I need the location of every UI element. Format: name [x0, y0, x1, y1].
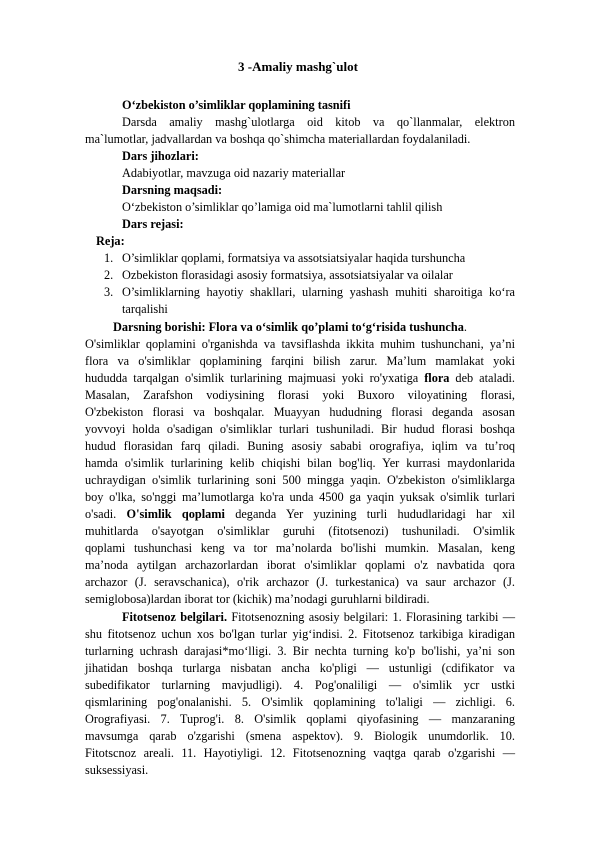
fito-line: jihatidan boshqa turlarga nisbatan ancha ko'pligi — ustunligi (cdifikator va: [85, 661, 515, 675]
goal-text: O‘zbekiston o’simliklar qo’lamiga oid ma`lumotlarni tahlil qilish: [122, 200, 443, 214]
plan-number: 3.: [104, 285, 114, 299]
fito-line: qismlarining pog'onalanishi. 5. O'simlik qoplamining to'laligi — zichligi. 6.: [85, 695, 515, 709]
body-line: archazor (J. seravschanica), o'rik archazor (J. turkestanica) va saur archazor (J.: [85, 575, 515, 589]
lesson-progress-title: Darsning borishi: Flora va o‘simlik qo’plami to‘g‘risida tushuncha: [113, 320, 464, 334]
equipment-heading: Dars jihozlari:: [122, 149, 199, 163]
plant-cover-term: O'simlik qoplami: [126, 507, 225, 521]
body-line: hudud florasidan farq qiladi. Buning asosiy sababi orografiya, iqlim va tu’roq: [85, 439, 515, 453]
body-line: [85, 370, 515, 387]
body-line: muhitlarda o'sayotgan o'simliklar guruhi (fitotsenozi) tushuniladi. O'simlik: [85, 524, 515, 538]
page-title: 3 -Amaliy mashg`ulot: [238, 59, 358, 74]
fito-line: Orografiyasi. 7. Tuprog'i. 8. O'simlik qoplami qiyofasining — manzaraning: [85, 712, 515, 726]
plan-number: 2.: [104, 268, 114, 282]
plan-item-continued: tarqalishi: [122, 302, 168, 316]
fito-line: shu fitotsenoz uchun xos bo'lgan turlar yig‘indisi. 2. Fitotsenoz tarkibiga kiradigan: [85, 627, 515, 641]
fito-line: subedifikator turlarning mavjudligi). 4. Pog'onaliligi — o'simlik ycr ustki: [85, 678, 515, 692]
body-line: semiglobosa)lardan iborat tor (kichik) ma’nodagi guruhlarni bildiradi.: [85, 592, 430, 606]
plan-number: 1.: [104, 251, 114, 265]
body-line: O'zbekiston florasi va boshqalar. Muayyan hududning florasi deganda asosan: [85, 405, 515, 419]
body-line: flora va o'simliklar qoplamining farqini bilish zarur. Ma’lum mamlakat yoki: [85, 354, 515, 368]
plan-item: Ozbekiston florasidagi asosiy formatsiya, assotsiatsiyalar va oilalar: [122, 268, 453, 282]
body-line: Masalan, Zarafshon vodiysining florasi yoki Buxoro viloyatining florasi,: [85, 388, 515, 402]
plan-heading: Dars rejasi:: [122, 217, 184, 231]
equipment-text: Adabiyotlar, mavzuga oid nazariy materiallar: [122, 166, 346, 180]
body-line: hamda o'simlik turlarining kelib chiqishi bilan bog'liq. Yer kurrasi maydonlarida: [85, 456, 515, 470]
body-text: deb ataladi.: [449, 371, 515, 385]
body-line: yovvoyi holda o'sadigan o'simliklar turlari tushuniladi. Bir hudud florasi boshqa: [85, 422, 515, 436]
intro-line-1: Darsda amaliy mashg`ulotlarga oid kitob va qo`llanmalar, elektron: [122, 115, 515, 129]
fito-line: suksessiyasi.: [85, 763, 149, 777]
lesson-progress-period: .: [463, 320, 467, 334]
goal-heading: Darsning maqsadi:: [122, 183, 223, 197]
plan-item: O’simliklarning hayotiy shakllari, ularning yashash muhiti sharoitiga ko‘ra: [122, 285, 515, 299]
fito-text: Fitotsenozning asosiy belgilari: 1. Florasining tarkibi —: [227, 610, 515, 624]
reja-label: Reja:: [96, 234, 125, 248]
topic-heading: O‘zbekiston o’simliklar qoplamining tasnifi: [122, 98, 351, 112]
fito-line: [122, 609, 515, 626]
body-line: O'simliklar qoplamini o'rganishda va tavsiflashda ikkita muhim tushunchani, ya’ni: [85, 337, 515, 351]
lesson-progress-heading: [113, 319, 467, 336]
body-text: o'sadi.: [85, 507, 127, 521]
body-text: hududda tarqalgan o'simlik turlarining majmuasi yoki ro'yxatiga: [85, 371, 425, 385]
fito-heading: Fitotsenoz belgilari.: [122, 610, 228, 624]
body-line: uchraydigan o'simlik turlarining soni 500 mingga yaqin. O'zbekiston o'simliklarga: [85, 473, 515, 487]
flora-term: flora: [424, 371, 450, 385]
body-line: qoplami tushunchasi keng va tor ma’nolarda bo'lishi mumkin. Masalan, keng: [85, 541, 515, 555]
body-text: deganda Yer yuzining turli hududlaridagi har xil: [224, 507, 515, 521]
intro-line-2: ma`lumotlar, jadvallardan va boshqa qo`shimcha materiallardan foydalaniladi.: [85, 132, 471, 146]
body-line: [85, 506, 515, 523]
fito-line: Fitotscnoz areali. 11. Hayotiyligi. 12. Fitotsenozning vaqtga qarab o'zgarishi —: [85, 746, 515, 760]
fito-line: turlarning uchrash darajasi*mo‘lligi. 3. Bir nechta turning ko'p bo'lishi, ya’ni son: [85, 644, 515, 658]
body-line: ma’noda aytilgan archazorlardan iborat o'simliklar qoplami o'z navbatida qora: [85, 558, 515, 572]
plan-item: O’simliklar qoplami, formatsiya va assotsiatsiyalar haqida turshuncha: [122, 251, 466, 265]
body-line: boy o'lka, so'nggi ma’lumotlarga ko'ra unda 4500 ga yaqin yuksak o'simlik turlari: [85, 490, 515, 504]
fito-line: mavsumga qarab o'zgarishi (smena aspektov). 9. Biologik unumdorlik. 10.: [85, 729, 515, 743]
